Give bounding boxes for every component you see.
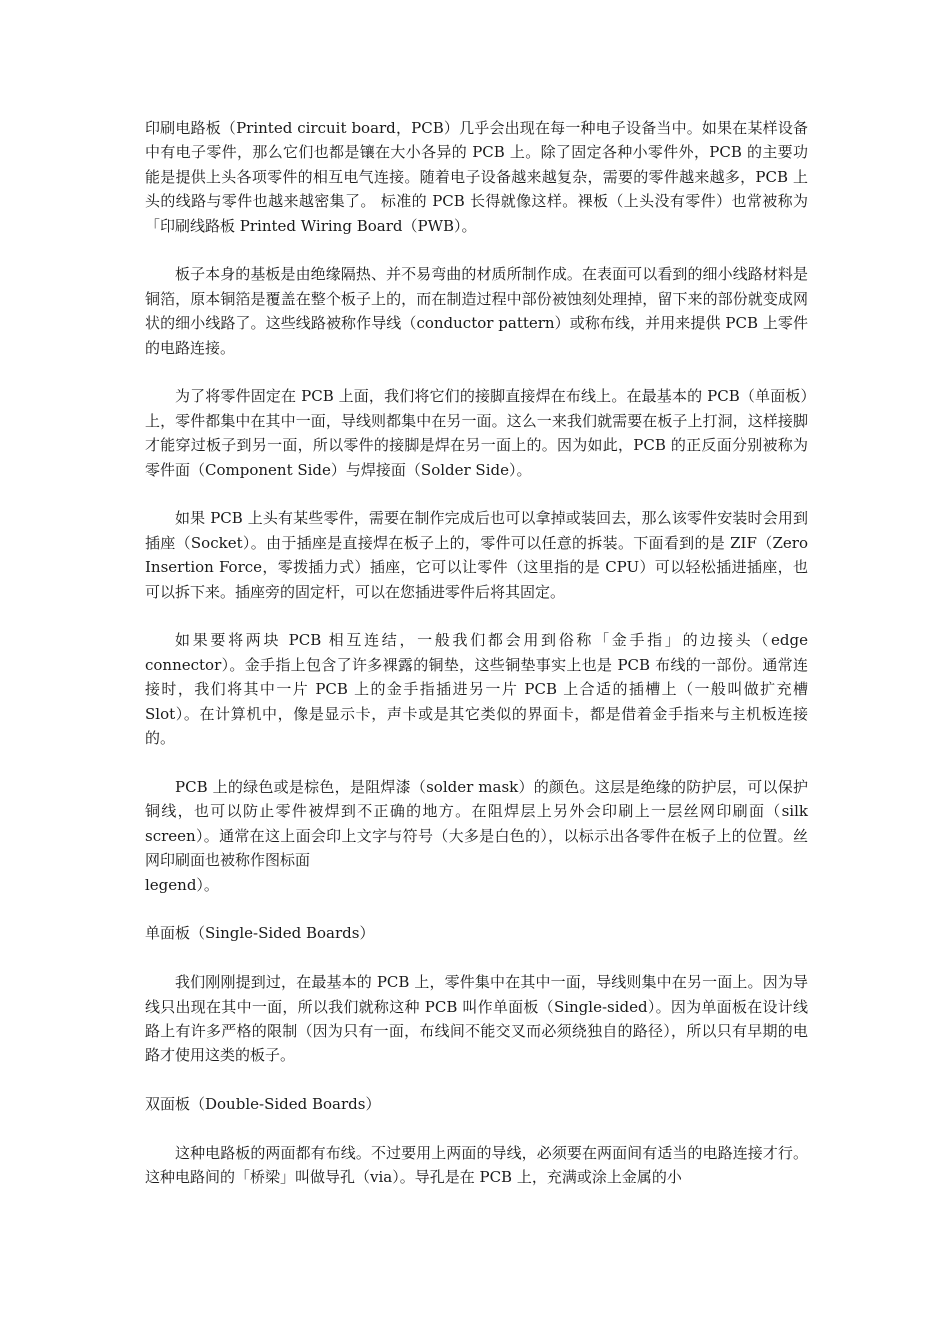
single-sided-paragraph: 我们刚刚提到过，在最基本的 PCB 上，零件集中在其中一面，导线则集中在另一面上。因为导线只出现在其中一面，所以我们就称这种 PCB 叫作单面板（Single-sided）。因为单面板在设计线路上有许多严格的限制（因为只有一面，布线间不能交叉而必须绕独自的路径），所以只有早期的电路才使用这类的板子。 <box>145 973 808 1065</box>
double-sided-paragraph: 这种电路板的两面都有布线。不过要用上两面的导线，必须要在两面间有适当的电路连接才行。这种电路间的「桥梁」叫做导孔（via）。导孔是在 PCB 上，充满或涂上金属的小 <box>145 1143 808 1187</box>
document-body <box>145 116 808 1214</box>
legend-line: legend）。 <box>145 875 219 894</box>
socket-paragraph: 如果 PCB 上头有某些零件，需要在制作完成后也可以拿掉或装回去，那么该零件安装时会用到插座（Socket）。由于插座是直接焊在板子上的，零件可以任意的拆装。下面看到的是 ZIF（Zero Insertion Force，零拨插力式）插座，它可以让零件（这里指的是 CPU）可以轻松插进插座，也可以拆下来。插座旁的固定杆，可以在您插进零件后将其固定。 <box>145 509 808 601</box>
double-sided-heading: 双面板（Double-Sided Boards） <box>145 1095 381 1114</box>
edge-connector-paragraph: 如果要将两块 PCB 相互连结，一般我们都会用到俗称「金手指」的边接头（edge connector）。金手指上包含了许多裸露的铜垫，这些铜垫事实上也是 PCB 布线的一部份。通常连接时，我们将其中一片 PCB 上的金手指插进另一片 PCB 上合适的插槽上（一般叫做扩充槽 Slot）。在计算机中，像是显示卡，声卡或是其它类似的界面卡，都是借着金手指来与主机板连接的。 <box>145 631 808 748</box>
single-sided-heading: 单面板（Single-Sided Boards） <box>145 924 375 943</box>
solder-mask-paragraph: PCB 上的绿色或是棕色，是阻焊漆（solder mask）的颜色。这层是绝缘的防护层，可以保护铜线，也可以防止零件被焊到不正确的地方。在阻焊层上另外会印刷上一层丝网印刷面（silk screen）。通常在这上面会印上文字与符号（大多是白色的），以标示出各零件在板子上的位置。丝网印刷面也被称作图标面 <box>145 777 808 870</box>
intro-paragraph: 印刷电路板（Printed circuit board，PCB）几乎会出现在每一种电子设备当中。如果在某样设备中有电子零件，那么它们也都是镶在大小各异的 PCB 上。除了固定各种小零件外，PCB 的主要功能是提供上头各项零件的相互电气连接。随着电子设备越来越复杂，需要的零件越来越多，PCB 上头的线路与零件也越来越密集了。 标准的 PCB 长得就像这样。裸板（上头没有零件）也常被称为「印刷线路板 Printed Wiring Board（PWB）。 <box>145 119 808 235</box>
substrate-paragraph: 板子本身的基板是由绝缘隔热、并不易弯曲的材质所制作成。在表面可以看到的细小线路材料是铜箔，原本铜箔是覆盖在整个板子上的，而在制造过程中部份被蚀刻处理掉，留下来的部份就变成网状的细小线路了。这些线路被称作导线（conductor pattern）或称布线，并用来提供 PCB 上零件的电路连接。 <box>145 265 808 357</box>
soldering-paragraph: 为了将零件固定在 PCB 上面，我们将它们的接脚直接焊在布线上。在最基本的 PCB（单面板）上，零件都集中在其中一面，导线则都集中在另一面。这么一来我们就需要在板子上打洞，这样接脚才能穿过板子到另一面，所以零件的接脚是焊在另一面上的。因为如此，PCB 的正反面分别被称为零件面（Component Side）与焊接面（Solder Side）。 <box>145 387 808 479</box>
